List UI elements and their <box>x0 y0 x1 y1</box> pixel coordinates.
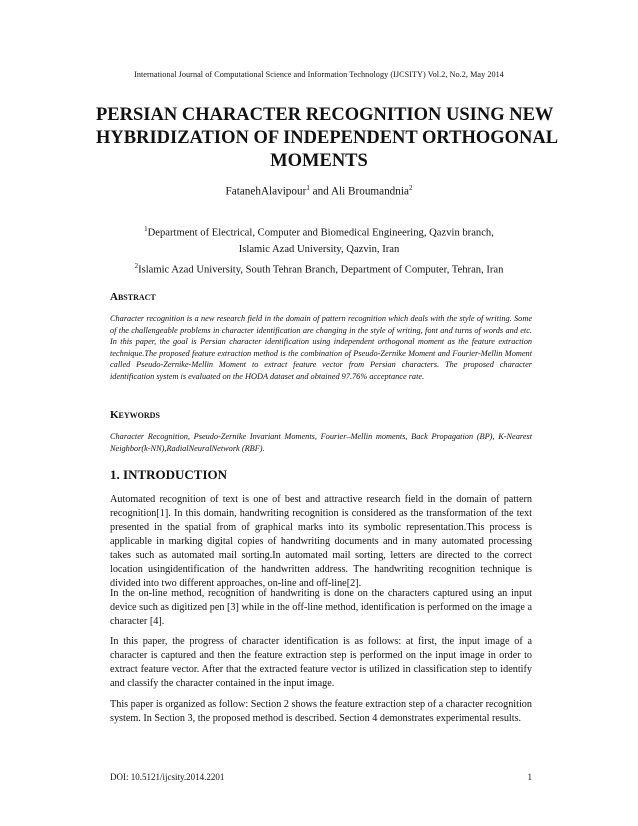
introduction-heading <box>110 467 227 483</box>
affiliation-line <box>60 221 578 242</box>
title-line: PERSIAN CHARACTER RECOGNITION USING NEW <box>96 105 554 125</box>
author-list <box>0 184 638 198</box>
affiliation-mark: 1 <box>306 184 310 192</box>
keywords-text: Character Recognition, Pseudo-Zernike Invariant Moments, Fourier–Mellin moments, Back Propagation (BP), K-Nearest Neighbor(k-NN),RadialNeuralNetwork (RBF). <box>110 432 532 453</box>
abstract-heading: Abstract <box>110 291 156 303</box>
body-paragraph: Automated recognition of text is one of best and attractive research field in the domain of pattern recognition[1]. In this domain, handwriting recognition is considered as the transformation of the text presented in the spatial from of graphical marks into its symbolic representation.This process is applicable in marking digital copies of handwriting documents and in many automated processing takes such as automated mail sorting.In automated mail sorting, letters are directed to the correct location usingidentification of the handwritten address. The handwriting recognition technique is divided into two different approaches, on-line and off-line[2]. <box>110 494 532 589</box>
body-paragraph: In the on-line method, recognition of handwriting is done on the characters captured using an input device such as digitized pen [3] while in the off-line method, identification is performed on the image a character [4]. <box>110 588 532 627</box>
doi-footer: DOI: 10.5121/ijcsity.2014.2201 <box>110 772 225 782</box>
section-title: NTRODUCTION <box>128 467 228 482</box>
affiliation-text: Department of Electrical, Computer and Biomedical Engineering, Qazvin branch, <box>147 227 494 239</box>
body-paragraph: This paper is organized as follow: Section 2 shows the feature extraction step of a character recognition system. In Section 3, the proposed method is described. Section 4 demonstrates experimental results. <box>110 699 532 724</box>
affiliations <box>60 221 578 278</box>
author-conjunction: and <box>309 185 331 198</box>
keywords-heading: Keywords <box>110 409 160 421</box>
affiliation-mark: 2 <box>134 261 139 270</box>
title-line: HYBRIDIZATION OF INDEPENDENT ORTHOGONAL <box>96 128 559 148</box>
journal-running-header: International Journal of Computational Science and Information Technology (IJCSITY) Vol.2, No.2, May 2014 <box>134 70 504 79</box>
author-name: FatanehAlavipour <box>225 185 307 198</box>
abstract-text: Character recognition is a new research field in the domain of pattern recognition which deals with the style of writing. Some of the challengeable problems in character identification are changing in the style of writing, font and turns of words and etc. In this paper, the goal is Persian character identification using independent orthogonal moment as the feature extraction technique.The proposed feature extraction method is the combination of Pseudo-Zernike Moment and Fourier-Mellin Moment called Pseudo-Zernike-Mellin Moment to extract feature vector from Persian characters. The proposed character identification system is evaluated on the HODA dataset and obtained 97.76% acceptance rate. <box>110 314 532 381</box>
title-line: MOMENTS <box>270 151 368 171</box>
affiliation-mark: 1 <box>144 225 148 233</box>
paper-title <box>96 104 559 173</box>
author-name: Ali Broumandnia <box>330 185 409 198</box>
affiliation-line: Islamic Azad University, Qazvin, Iran <box>238 243 400 255</box>
body-paragraph: In this paper, the progress of character identification is as follows: at first, the input image of a character is captured and then the feature extraction step is performed on the input image in order to extract feature vector. After that the extracted feature vector is utilized in classification step to identify and classify the character contained in the input image. <box>110 636 532 689</box>
section-number: 1. I <box>110 467 129 482</box>
affiliation-mark: 2 <box>408 184 413 192</box>
affiliation-line <box>60 258 578 279</box>
affiliation-text: Islamic Azad University, South Tehran Branch, Department of Computer, Tehran, Iran <box>138 264 504 276</box>
page-number: 1 <box>527 772 532 782</box>
